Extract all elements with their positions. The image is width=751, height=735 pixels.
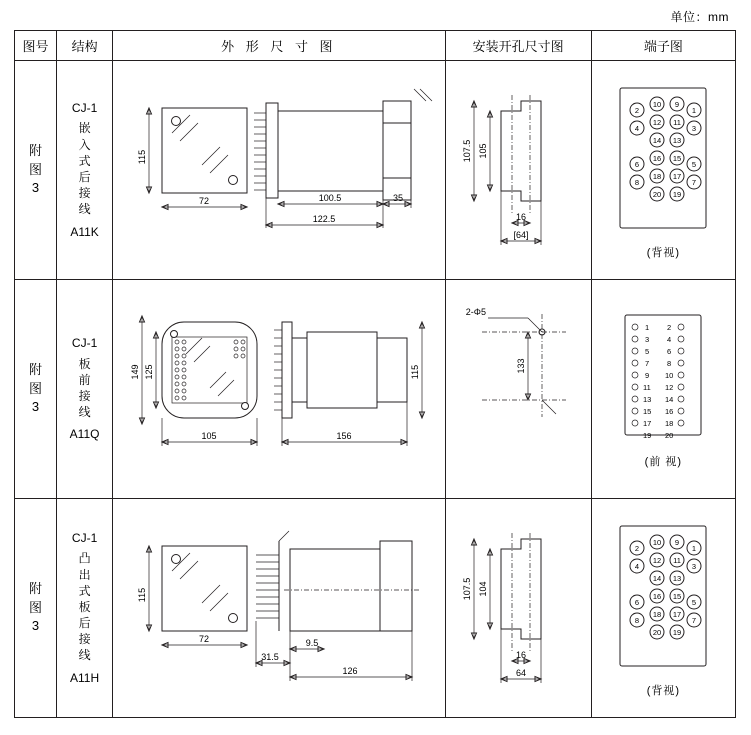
header-cell-struct: 结构 [57,31,113,61]
row3-terminal-drawing [591,499,735,718]
svg-text:17: 17 [673,610,682,619]
svg-text:14: 14 [665,395,674,404]
svg-text:4: 4 [635,124,640,133]
row1-desc-3: 后 [78,170,91,184]
row2-desc-1: 前 [78,372,91,387]
dimension-table [14,30,736,718]
svg-text:11: 11 [673,556,682,565]
svg-text:4: 4 [667,335,672,344]
svg-text:6: 6 [635,160,640,169]
svg-text:6: 6 [635,598,640,607]
svg-text:1: 1 [692,544,697,553]
row3-hole-dim-1075: 107.5 [462,577,473,600]
row1-dim-35: 35 [392,192,403,203]
table-row [15,61,736,280]
svg-text:12: 12 [653,556,662,565]
svg-text:5: 5 [692,598,697,607]
row1-dim-1005: 100.5 [318,192,342,203]
row3-desc-6: 线 [78,648,91,663]
table-row [15,280,736,499]
svg-text:17: 17 [673,172,682,181]
row3-desc-2: 式 [78,583,91,598]
svg-text:9: 9 [645,371,650,380]
svg-text:3: 3 [692,124,697,133]
svg-text:13: 13 [643,395,652,404]
row2-code: A11Q [69,427,100,442]
svg-text:9: 9 [675,100,680,109]
row2-dim-156: 156 [336,430,352,441]
row1-hole-dim-16: 16 [516,211,527,222]
header-cell-terminal: 端子图 [591,31,735,61]
row3-dim-315: 31.5 [261,651,279,662]
row1-no-line-2: 3 [31,180,40,196]
row1-dim-115: 115 [136,149,147,164]
row3-hole-dim-16: 16 [516,649,527,660]
row3-model: CJ-1 [71,531,98,546]
row1-no-line-0: 附 [29,142,43,158]
row3-desc-4: 后 [78,616,91,631]
svg-text:1: 1 [645,323,650,332]
row3-terminal-caption: (背视) [646,685,681,697]
row3-structure [57,499,113,718]
row3-hole-drawing [445,499,591,718]
row3-hole-dim-64: 64 [516,667,527,678]
unit-note: 单位：mm [670,10,729,24]
row-number-1 [15,61,57,280]
svg-text:1: 1 [692,106,697,115]
row3-desc-0: 凸 [78,551,91,566]
svg-text:2: 2 [667,323,672,332]
row3-code: A11H [70,670,100,685]
row1-no-line-1: 图 [29,161,43,177]
row1-structure [57,61,113,280]
svg-text:7: 7 [692,616,697,625]
row1-hole-drawing [445,61,591,280]
row2-no-line-2: 3 [31,399,40,415]
svg-text:3: 3 [692,562,697,571]
svg-text:16: 16 [653,154,662,163]
svg-text:8: 8 [635,178,640,187]
svg-text:16: 16 [653,592,662,601]
row3-desc-5: 接 [78,632,91,647]
svg-text:8: 8 [667,359,672,368]
svg-text:10: 10 [653,538,662,547]
svg-text:20: 20 [665,431,674,440]
row1-hole-dim-1075: 107.5 [462,139,473,162]
row1-desc-5: 线 [78,202,91,217]
svg-text:16: 16 [665,407,674,416]
svg-text:5: 5 [645,347,650,356]
row2-desc-2: 接 [78,389,91,403]
row2-dim-149: 149 [129,363,140,380]
row2-hole-drawing [445,280,591,499]
row2-dim-115: 115 [409,364,420,379]
svg-text:2: 2 [635,544,640,553]
header-cell-outline: 外 形 尺 寸 图 [113,31,445,61]
svg-text:15: 15 [643,407,652,416]
svg-text:10: 10 [665,371,674,380]
row2-hole-dim-2phi5: 2-Φ5 [465,306,487,317]
row1-dim-72: 72 [198,195,209,206]
row1-desc-2: 式 [78,153,91,168]
row3-no-line-1: 图 [29,599,43,615]
row1-model: CJ-1 [71,101,98,116]
svg-text:7: 7 [692,178,697,187]
svg-text:11: 11 [643,383,652,392]
row3-dim-72: 72 [198,633,209,644]
row3-dim-95: 9.5 [305,637,319,648]
row3-no-line-0: 附 [29,580,43,596]
row3-outline-drawing [113,499,445,718]
svg-text:3: 3 [645,335,650,344]
row1-code: A11K [70,224,99,239]
table-header [15,31,736,61]
row1-outline-drawing [113,61,445,280]
row1-hole-dim-105: 105 [478,142,489,159]
row1-desc-4: 接 [78,186,91,201]
svg-text:15: 15 [673,592,682,601]
svg-text:2: 2 [635,106,640,115]
row1-desc-1: 入 [78,137,91,152]
svg-text:18: 18 [653,172,662,181]
svg-text:8: 8 [635,616,640,625]
row2-hole-dim-133: 133 [516,357,527,374]
row2-outline-drawing [113,280,445,499]
row1-desc-0: 嵌 [78,121,91,136]
row2-terminal-drawing [591,280,735,499]
svg-text:12: 12 [665,383,674,392]
row3-no-line-2: 3 [31,618,40,634]
svg-text:6: 6 [667,347,672,356]
row-number-3 [15,499,57,718]
row3-dim-115: 115 [136,587,147,602]
row2-desc-3: 线 [78,405,91,420]
row1-hole-dim-64: [64] [513,229,529,240]
svg-text:13: 13 [673,574,682,583]
row2-no-line-0: 附 [29,361,43,377]
row2-structure [57,280,113,499]
row-number-2 [15,280,57,499]
row1-terminal-drawing [591,61,735,280]
svg-text:19: 19 [673,628,682,637]
svg-text:12: 12 [653,118,662,127]
svg-text:19: 19 [643,431,652,440]
row3-desc-3: 板 [78,599,91,614]
svg-text:9: 9 [675,538,680,547]
row1-dim-1225: 122.5 [312,213,336,224]
row3-hole-dim-104: 104 [478,580,489,597]
svg-text:15: 15 [673,154,682,163]
row1-terminal-caption: (背视) [646,247,681,259]
svg-text:13: 13 [673,136,682,145]
row3-dim-126: 126 [342,665,358,676]
header-cell-hole: 安装开孔尺寸图 [445,31,591,61]
row2-desc-0: 板 [78,356,91,371]
svg-text:20: 20 [653,190,662,199]
row2-dim-125: 125 [143,363,154,380]
table-row [15,499,736,718]
row2-dim-105: 105 [201,430,217,441]
svg-text:20: 20 [653,628,662,637]
svg-text:11: 11 [673,118,682,127]
svg-text:17: 17 [643,419,652,428]
svg-text:18: 18 [653,610,662,619]
svg-text:10: 10 [653,100,662,109]
svg-text:14: 14 [653,574,662,583]
svg-text:14: 14 [653,136,662,145]
header-cell-no: 图号 [15,31,57,61]
row2-no-line-1: 图 [29,380,43,396]
svg-text:4: 4 [635,562,640,571]
svg-text:18: 18 [665,419,674,428]
svg-text:7: 7 [645,359,650,368]
row2-terminal-caption: (前 视) [644,456,683,468]
svg-text:5: 5 [692,160,697,169]
svg-text:19: 19 [673,190,682,199]
row2-model: CJ-1 [71,336,98,351]
row3-desc-1: 出 [78,567,91,582]
